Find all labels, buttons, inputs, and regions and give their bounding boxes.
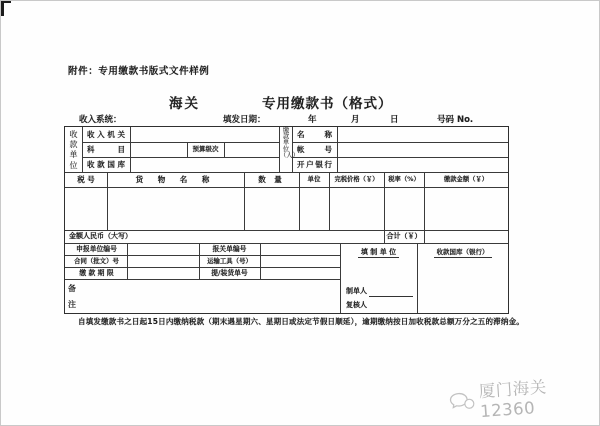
col-goods-name: 货 物 名 称 (135, 175, 216, 184)
payer-side-label: 缴款单位（人） (280, 127, 299, 159)
treasury-bank-label: 收款国库（银行） (434, 248, 492, 258)
fill-date-label: 填发日期： (223, 115, 266, 125)
contract-no-label: 合同（批文）号 (74, 257, 119, 265)
col-unit: 单位 (307, 175, 321, 183)
attachment-label: 附件：专用缴款书版式文件样例 (68, 66, 210, 77)
col-tax-no: 税 号 (77, 175, 95, 184)
subject-label: 科 目 (87, 145, 125, 154)
budget-level-label: 预算级次 (192, 145, 219, 153)
transport-tool-label: 运输工具（号） (207, 257, 252, 265)
col-payment-amount: 缴款金额（￥） (443, 176, 489, 183)
number-label: 号码 No. (437, 115, 474, 125)
amount-words-label: 金额人民币（大写） (69, 232, 132, 240)
col-dutiable-value: 完税价格（￥） (334, 176, 379, 183)
payer-name-label: 名 称 (297, 130, 332, 139)
watermark-text: 厦门海关12360 (478, 377, 548, 422)
declare-unit-no-label: 申报单位编号 (76, 245, 117, 253)
revenue-organ-label: 收 入 机 关 (87, 130, 125, 139)
form-maker-row (346, 286, 416, 297)
total-label: 合计（￥） (386, 232, 422, 240)
form-maker-label: 制单人 (346, 287, 367, 295)
signature-line (369, 288, 413, 297)
fill-unit-label: 填 制 单 位 (358, 248, 399, 258)
remarks-label-top: 备 (68, 284, 76, 293)
customs-decl-no-label: 报关单编号 (212, 245, 247, 253)
payment-form-table (64, 126, 509, 314)
form-checker-label: 复核人 (346, 301, 367, 309)
col-quantity: 数 量 (258, 175, 285, 184)
payer-account-label: 帐 号 (297, 145, 332, 154)
remarks-label (68, 283, 78, 310)
payment-deadline-label: 缴 款 期 限 (79, 269, 114, 277)
scan-artifact (1, 1, 11, 3)
remarks-label-bottom: 注 (68, 300, 76, 309)
payer-bank-label: 开户银行 (297, 160, 332, 169)
income-system-label: 收入系统： (79, 115, 122, 125)
lading-bill-no-label: 提/装货单号 (211, 269, 248, 277)
day-label: 日 (390, 115, 399, 125)
watermark (448, 370, 600, 423)
treasury-row-label: 收 款 国 库 (87, 160, 125, 169)
title-main: 专用缴款书（格式） (262, 96, 393, 112)
treasury-bank-cell (417, 246, 508, 258)
year-label: 年 (308, 115, 317, 125)
payee-side-label: 收款单位 (69, 130, 78, 170)
fill-unit-cell (340, 246, 417, 258)
title-customs: 海关 (169, 96, 200, 112)
scan-artifact (1, 3, 4, 16)
col-tax-rate: 税率（%） (388, 176, 420, 183)
chat-bubbles-icon (448, 390, 476, 412)
month-label: 月 (351, 115, 360, 125)
footnote: 自填发缴款书之日起15日内缴纳税款（期末遇星期六、星期日或法定节假日顺延），逾期缴纳按日加收税款总额万分之五的滞纳金。 (78, 317, 524, 326)
